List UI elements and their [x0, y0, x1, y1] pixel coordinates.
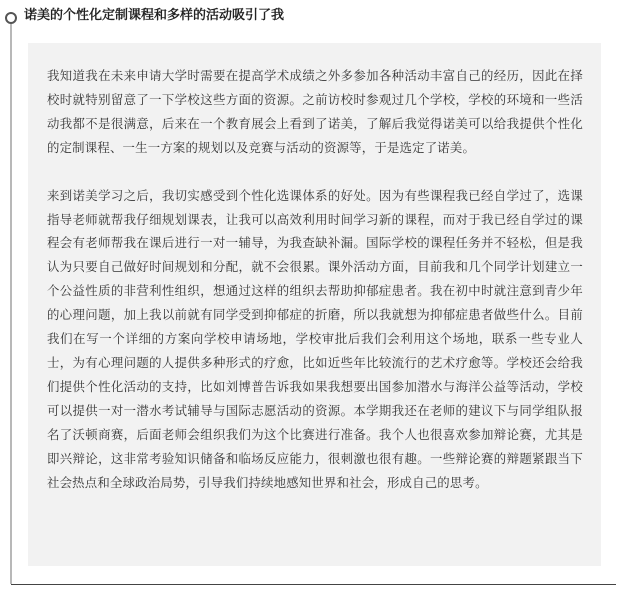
paragraph-2: 来到诺美学习之后，我切实感受到个性化选课体系的好处。因为有些课程我已经自学过了，选课指导老师就帮我仔细规划课表，让我可以高效利用时间学习新的课程，而对于我已经自学过的课程会有老师帮我在课后进行一对一辅导，为我查缺补漏。国际学校的课程任务并不轻松，但是我认为只要自己做好时间规划和分配，就不会很累。课外活动方面，目前我和几个同学计划建立一个公益性质的非营利性组织，想通过这样的组织去帮助抑郁症患者。我在初中时就注意到青少年的心理问题，加上我以前就有同学受到抑郁症的折磨，所以我就想为抑郁症患者做些什么。目前我们在写一个详细的方案向学校申请场地，学校审批后我们会利用这个场地，联系一些专业人士，为有心理问题的人提供多种形式的疗愈，比如近些年比较流行的艺术疗愈等。学校还会给我们提供个性化活动的支持，比如刘博普告诉我如果我想要出国参加潜水与海洋公益等活动，学校可以提供一对一潜水考试辅导与国际志愿活动的资源。本学期我还在老师的建议下与同学组队报名了沃顿商赛，后面老师会组织我们为这个比赛进行准备。我个人也很喜欢参加辩论赛，尤其是即兴辩论，这非常考验知识储备和临场反应能力，很刺激也很有趣。一些辩论赛的辩题紧跟当下社会热点和全球政治局势，引导我们持续地感知世界和社会，形成自己的思考。	[47, 187, 583, 490]
timeline-circle-icon	[5, 12, 17, 24]
bottom-divider	[11, 584, 616, 585]
section-heading: 诺美的个性化定制课程和多样的活动吸引了我	[24, 8, 285, 23]
content-box	[28, 43, 601, 566]
paragraph-1: 我知道我在未来申请大学时需要在提高学术成绩之外多参加各种活动丰富自己的经历，因此在择校时就特别留意了一下学校这些方面的资源。之前访校时参观过几个学校，学校的环境和一些活动我都不是很满意，后来在一个教育展会上看到了诺美，了解后我觉得诺美可以给我提供个性化的定制课程、一生一方案的规划以及竞赛与活动的资源等，于是选定了诺美。	[47, 68, 583, 155]
timeline-line	[10, 22, 12, 584]
